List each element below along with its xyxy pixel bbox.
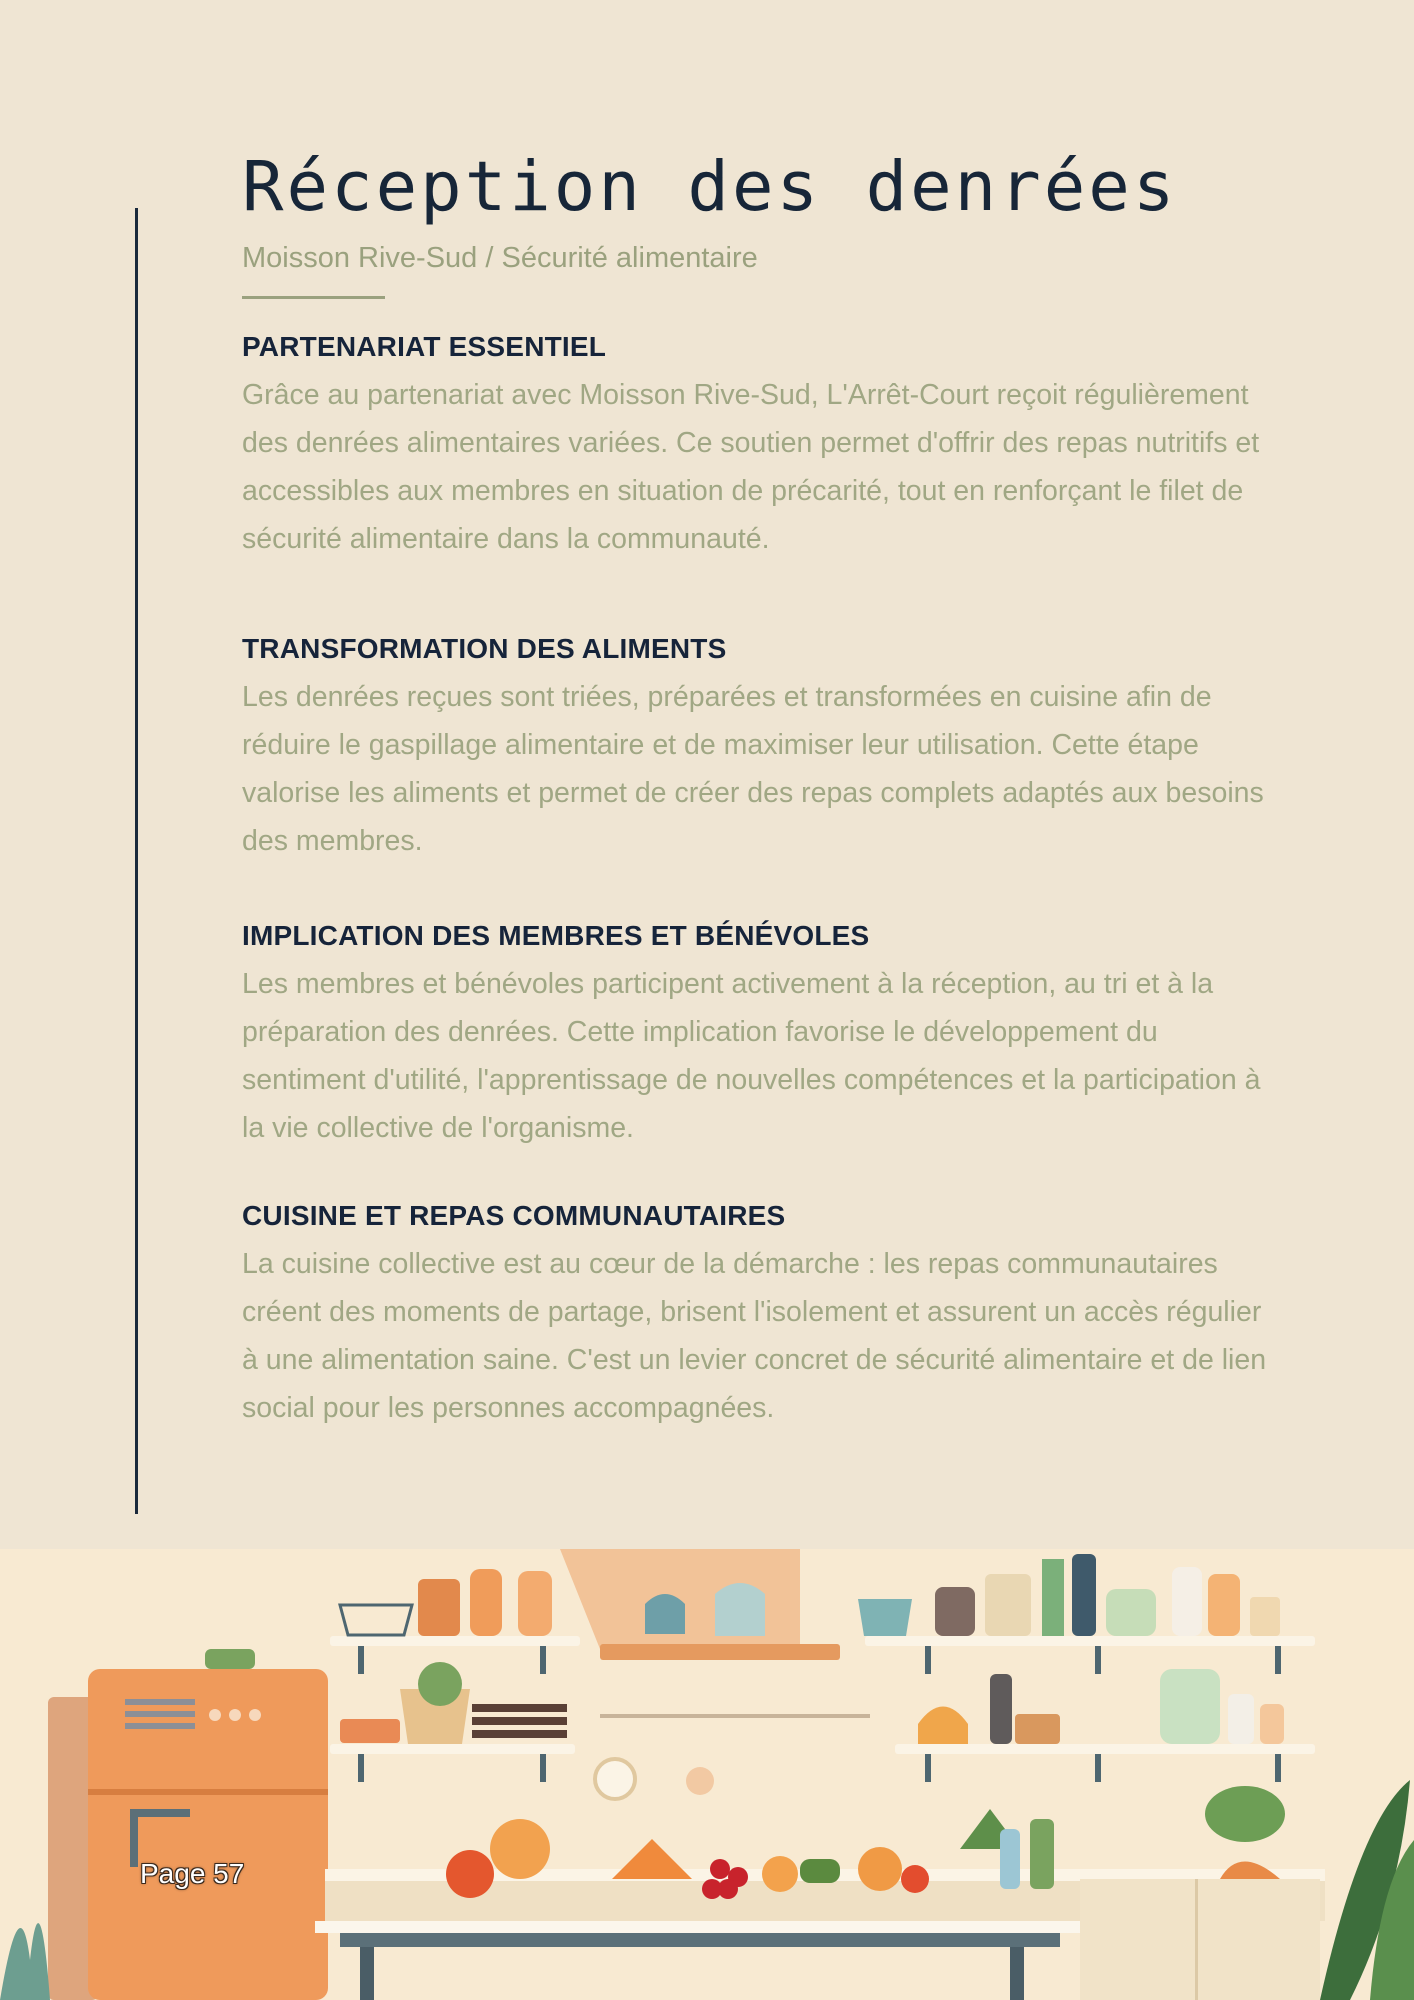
section-partenariat xyxy=(242,329,1282,563)
page-title: Réception des denrées xyxy=(242,147,1178,227)
page-number: Page 57 xyxy=(140,1858,245,1889)
title-underline xyxy=(242,296,385,299)
page-subtitle: Moisson Rive-Sud / Sécurité alimentaire xyxy=(242,242,758,274)
section-heading: TRANSFORMATION DES ALIMENTS xyxy=(242,633,727,664)
section-heading: PARTENARIAT ESSENTIEL xyxy=(242,331,607,362)
vertical-accent-rule xyxy=(135,208,138,1514)
kitchen-illustration xyxy=(0,1549,1414,2000)
section-implication xyxy=(242,918,1282,1152)
section-body: La cuisine collective est au cœur de la démarche : les repas communautaires créent des moments de partage, brisent l'isolement et assurent un accès régulier à une alimentation saine. C'est un levier concret de sécurité alimentaire et de lien social pour les personnes accompagnées. xyxy=(242,1248,1267,1424)
section-heading: IMPLICATION DES MEMBRES ET BÉNÉVOLES xyxy=(242,920,870,951)
section-heading: CUISINE ET REPAS COMMUNAUTAIRES xyxy=(242,1200,786,1231)
section-body: Les membres et bénévoles participent activement à la réception, au tri et à la préparation des denrées. Cette implication favorise le développement du sentiment d'utilité, l'apprentissage de nouvelles compétences et la participation à la vie collective de l'organisme. xyxy=(242,968,1261,1144)
section-body: Les denrées reçues sont triées, préparées et transformées en cuisine afin de réduire le gaspillage alimentaire et de maximiser leur utilisation. Cette étape valorise les aliments et permet de créer des repas complets adaptés aux besoins des membres. xyxy=(242,681,1264,857)
section-cuisine xyxy=(242,1198,1282,1432)
section-transformation xyxy=(242,631,1282,865)
section-body: Grâce au partenariat avec Moisson Rive-Sud, L'Arrêt-Court reçoit régulièrement des denrées alimentaires variées. Ce soutien permet d'offrir des repas nutritifs et accessibles aux membres en situation de précarité, tout en renforçant le filet de sécurité alimentaire dans la communauté. xyxy=(242,379,1260,555)
